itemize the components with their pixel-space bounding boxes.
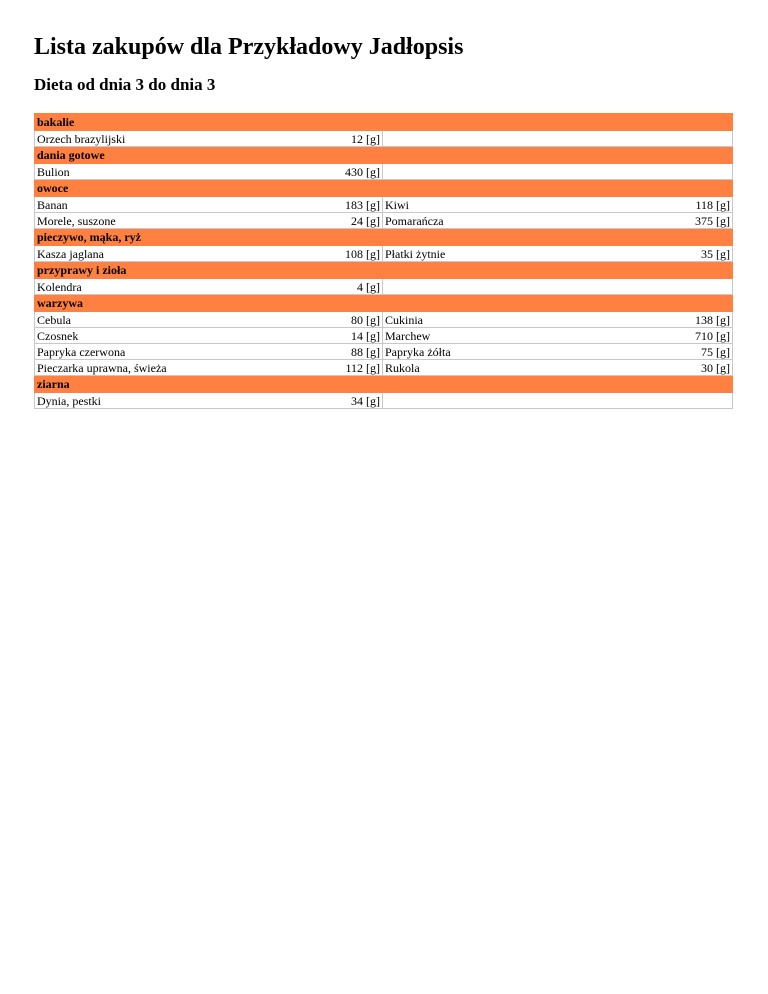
diet-range-subtitle: Dieta od dnia 3 do dnia 3 [34, 75, 216, 94]
category-name: bakalie [35, 114, 733, 131]
item-quantity: 118 [g] [660, 197, 733, 213]
item-quantity: 430 [g] [313, 164, 383, 180]
category-row [35, 147, 733, 164]
item-row [35, 131, 733, 147]
item-name: Marchew [383, 328, 660, 344]
item-row [35, 344, 733, 360]
item-name: Cukinia [383, 312, 660, 328]
item-quantity [660, 164, 733, 180]
item-quantity: 80 [g] [313, 312, 383, 328]
item-name: Cebula [35, 312, 313, 328]
item-row [35, 197, 733, 213]
category-name: warzywa [35, 295, 733, 312]
item-name: Papryka żółta [383, 344, 660, 360]
item-name [383, 279, 660, 295]
item-quantity: 14 [g] [313, 328, 383, 344]
item-name: Kolendra [35, 279, 313, 295]
item-row [35, 360, 733, 376]
item-name: Pieczarka uprawna, świeża [35, 360, 313, 376]
category-row [35, 262, 733, 279]
item-name [383, 164, 660, 180]
item-quantity: 24 [g] [313, 213, 383, 229]
shopping-list-page [0, 0, 768, 409]
item-name: Orzech brazylijski [35, 131, 313, 147]
item-quantity: 710 [g] [660, 328, 733, 344]
category-row [35, 376, 733, 393]
item-name: Rukola [383, 360, 660, 376]
item-row [35, 164, 733, 180]
item-name: Płatki żytnie [383, 246, 660, 262]
item-quantity [660, 131, 733, 147]
item-quantity: 4 [g] [313, 279, 383, 295]
item-name: Banan [35, 197, 313, 213]
shopping-list-body [35, 114, 733, 409]
item-name: Pomarańcza [383, 213, 660, 229]
item-row [35, 393, 733, 409]
item-name: Kasza jaglana [35, 246, 313, 262]
category-row [35, 295, 733, 312]
item-quantity: 75 [g] [660, 344, 733, 360]
shopping-list-table [34, 113, 733, 409]
item-quantity: 12 [g] [313, 131, 383, 147]
page-title: Lista zakupów dla Przykładowy Jadłopsis [34, 34, 464, 60]
item-quantity [660, 393, 733, 409]
item-quantity: 112 [g] [313, 360, 383, 376]
item-name: Dynia, pestki [35, 393, 313, 409]
category-name: ziarna [35, 376, 733, 393]
category-row [35, 180, 733, 197]
item-row [35, 279, 733, 295]
category-row [35, 229, 733, 246]
item-name [383, 393, 660, 409]
item-quantity: 88 [g] [313, 344, 383, 360]
item-row [35, 213, 733, 229]
item-quantity: 108 [g] [313, 246, 383, 262]
category-name: owoce [35, 180, 733, 197]
item-name: Kiwi [383, 197, 660, 213]
item-quantity: 138 [g] [660, 312, 733, 328]
category-name: pieczywo, mąka, ryż [35, 229, 733, 246]
category-name: przyprawy i zioła [35, 262, 733, 279]
item-name [383, 131, 660, 147]
item-quantity: 183 [g] [313, 197, 383, 213]
item-quantity: 35 [g] [660, 246, 733, 262]
item-quantity: 375 [g] [660, 213, 733, 229]
item-name: Morele, suszone [35, 213, 313, 229]
item-quantity [660, 279, 733, 295]
item-name: Czosnek [35, 328, 313, 344]
item-quantity: 30 [g] [660, 360, 733, 376]
item-row [35, 312, 733, 328]
item-row [35, 328, 733, 344]
item-name: Bulion [35, 164, 313, 180]
item-row [35, 246, 733, 262]
item-name: Papryka czerwona [35, 344, 313, 360]
category-row [35, 114, 733, 131]
category-name: dania gotowe [35, 147, 733, 164]
item-quantity: 34 [g] [313, 393, 383, 409]
